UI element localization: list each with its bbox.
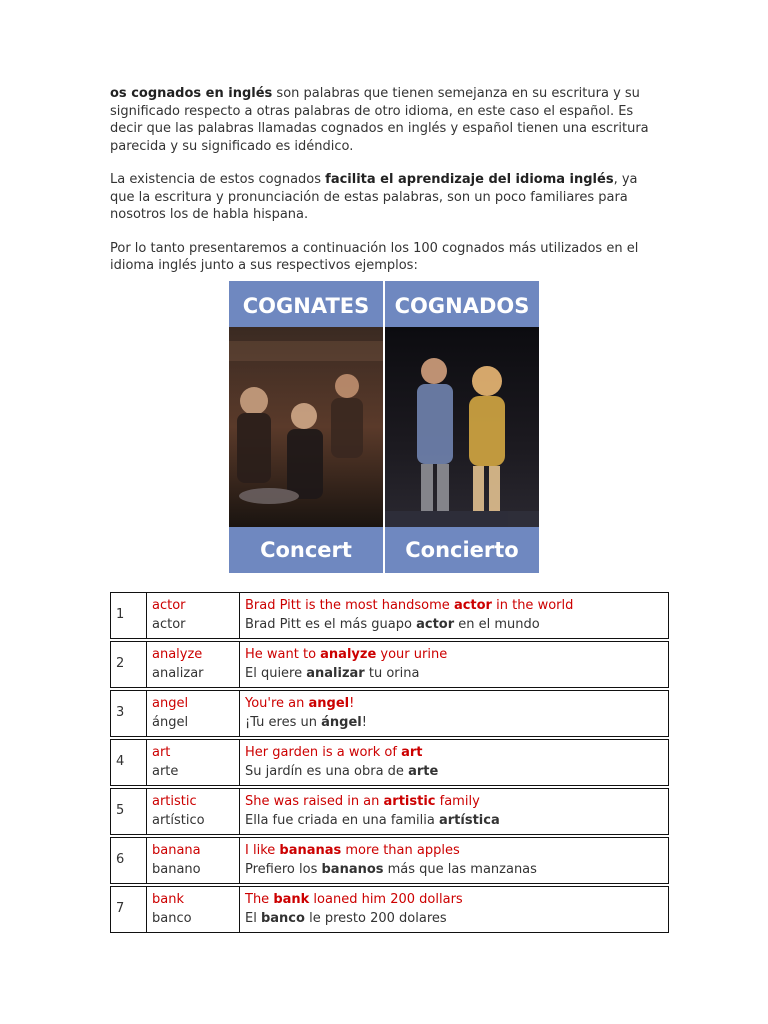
row-number: 7	[110, 886, 147, 933]
example-text: I like	[245, 843, 280, 858]
english-example	[245, 842, 663, 861]
label-concierto: Concierto	[405, 538, 519, 562]
row-number: 2	[110, 641, 147, 688]
table-row	[110, 837, 669, 884]
cognate-pair	[147, 690, 240, 737]
intro-paragraph-2	[110, 171, 660, 224]
row-number: 1	[110, 592, 147, 639]
example-text: Brad Pitt is the most handsome	[245, 598, 454, 613]
example-text: más que las manzanas	[383, 861, 537, 877]
spanish-example	[245, 763, 663, 782]
example-text: !	[361, 714, 367, 730]
row-number: 5	[110, 788, 147, 835]
spanish-word: ángel	[152, 714, 189, 730]
table-row	[110, 886, 669, 933]
english-word: art	[152, 745, 171, 760]
table-row	[110, 739, 669, 786]
cognate-highlight: angel	[308, 696, 350, 711]
intro-paragraph-3	[110, 240, 660, 275]
paragraph-text: , ya que la escritura y pronunciación de estas palabras, son un poco familiares para nosotros los de habla hispana.	[110, 172, 638, 222]
spanish-word: banco	[152, 910, 192, 926]
example-text: !	[349, 696, 355, 711]
cognate-highlight: ángel	[321, 714, 362, 730]
english-example	[245, 646, 663, 665]
cognate-pair	[147, 592, 240, 639]
photo-concert-right	[385, 327, 539, 527]
spanish-example	[245, 861, 663, 880]
english-example	[245, 793, 663, 812]
example-text: in the world	[491, 598, 574, 613]
example-text: He want to	[245, 647, 321, 662]
cognate-highlight: actor	[453, 598, 492, 613]
example-text: more than apples	[341, 843, 460, 858]
example-text: Su jardín es una obra de	[245, 763, 409, 779]
example-sentences	[240, 690, 669, 737]
example-text: Her garden is a work of	[245, 745, 402, 760]
example-text: en el mundo	[454, 616, 540, 632]
example-text: You're an	[245, 696, 309, 711]
example-text: Ella fue criada en una familia	[245, 812, 439, 828]
cognate-pair	[147, 837, 240, 884]
paragraph-emphasis: facilita el aprendizaje del idioma inglés	[325, 172, 614, 187]
spanish-example	[245, 910, 663, 929]
table-row	[110, 592, 669, 639]
example-text: family	[435, 794, 480, 809]
cognate-pair	[147, 886, 240, 933]
example-text: le presto 200 dolares	[304, 910, 447, 926]
label-concert: Concert	[260, 538, 352, 562]
english-example	[245, 891, 663, 910]
cognates-table-container	[110, 590, 669, 935]
english-example	[245, 695, 663, 714]
cognate-pair	[147, 739, 240, 786]
example-text: She was raised in an	[245, 794, 384, 809]
cognate-highlight: artistic	[383, 794, 436, 809]
example-text: loaned him 200 dollars	[309, 892, 463, 907]
cognate-pair	[147, 641, 240, 688]
spanish-word: analizar	[152, 665, 204, 681]
example-text: tu orina	[364, 665, 420, 681]
english-word: banana	[152, 843, 201, 858]
cognates-illustration	[229, 281, 539, 573]
row-number: 6	[110, 837, 147, 884]
label-cognates: COGNATES	[242, 294, 370, 318]
example-sentences	[240, 739, 669, 786]
spanish-example	[245, 665, 663, 684]
cognate-highlight: bananas	[279, 843, 342, 858]
cognate-highlight: analizar	[306, 665, 365, 681]
spanish-example	[245, 616, 663, 635]
example-sentences	[240, 837, 669, 884]
spanish-word: artístico	[152, 812, 205, 828]
cognate-highlight: art	[401, 745, 423, 760]
cognate-highlight: artística	[439, 812, 500, 828]
example-sentences	[240, 886, 669, 933]
cognate-highlight: arte	[408, 763, 439, 779]
table-row	[110, 788, 669, 835]
article-body	[110, 85, 660, 291]
english-example	[245, 597, 663, 616]
example-text: your urine	[376, 647, 448, 662]
example-sentences	[240, 788, 669, 835]
row-number: 3	[110, 690, 147, 737]
english-word: analyze	[152, 647, 203, 662]
spanish-word: actor	[152, 616, 186, 632]
example-text: El	[245, 910, 261, 926]
example-text: The	[245, 892, 274, 907]
cognate-highlight: bank	[273, 892, 310, 907]
paragraph-text: son palabras que tienen semejanza en su escritura y su significado respecto a otras palabras de otro idioma, en este caso el español. Es decir que las palabras llamadas cognados en inglés y español tienen una escritura parecida y su significado es idéndico.	[110, 86, 649, 154]
example-text: ¡Tu eres un	[245, 714, 322, 730]
paragraph-text: La existencia de estos cognados	[110, 172, 326, 187]
cognate-highlight: actor	[416, 616, 455, 632]
example-text: Prefiero los	[245, 861, 322, 877]
example-sentences	[240, 641, 669, 688]
paragraph-text: Por lo tanto presentaremos a continuación los 100 cognados más utilizados en el idioma inglés junto a sus respectivos ejemplos:	[110, 240, 639, 273]
example-text: El quiere	[245, 665, 307, 681]
spanish-word: arte	[152, 763, 179, 779]
label-cognados: COGNADOS	[394, 294, 530, 318]
spanish-example	[245, 714, 663, 733]
intro-paragraph-1	[110, 85, 660, 155]
table-row	[110, 690, 669, 737]
english-word: actor	[152, 598, 186, 613]
english-example	[245, 744, 663, 763]
spanish-word: banano	[152, 861, 201, 877]
cognates-table	[110, 590, 669, 935]
example-text: Brad Pitt es el más guapo	[245, 616, 417, 632]
row-number: 4	[110, 739, 147, 786]
cognate-highlight: bananos	[321, 861, 384, 877]
cognate-highlight: banco	[260, 910, 305, 926]
table-row	[110, 641, 669, 688]
paragraph-emphasis: os cognados en inglés	[110, 86, 273, 101]
english-word: angel	[152, 696, 189, 711]
english-word: artistic	[152, 794, 197, 809]
english-word: bank	[152, 892, 184, 907]
spanish-example	[245, 812, 663, 831]
cognate-highlight: analyze	[320, 647, 377, 662]
example-sentences	[240, 592, 669, 639]
cognate-pair	[147, 788, 240, 835]
